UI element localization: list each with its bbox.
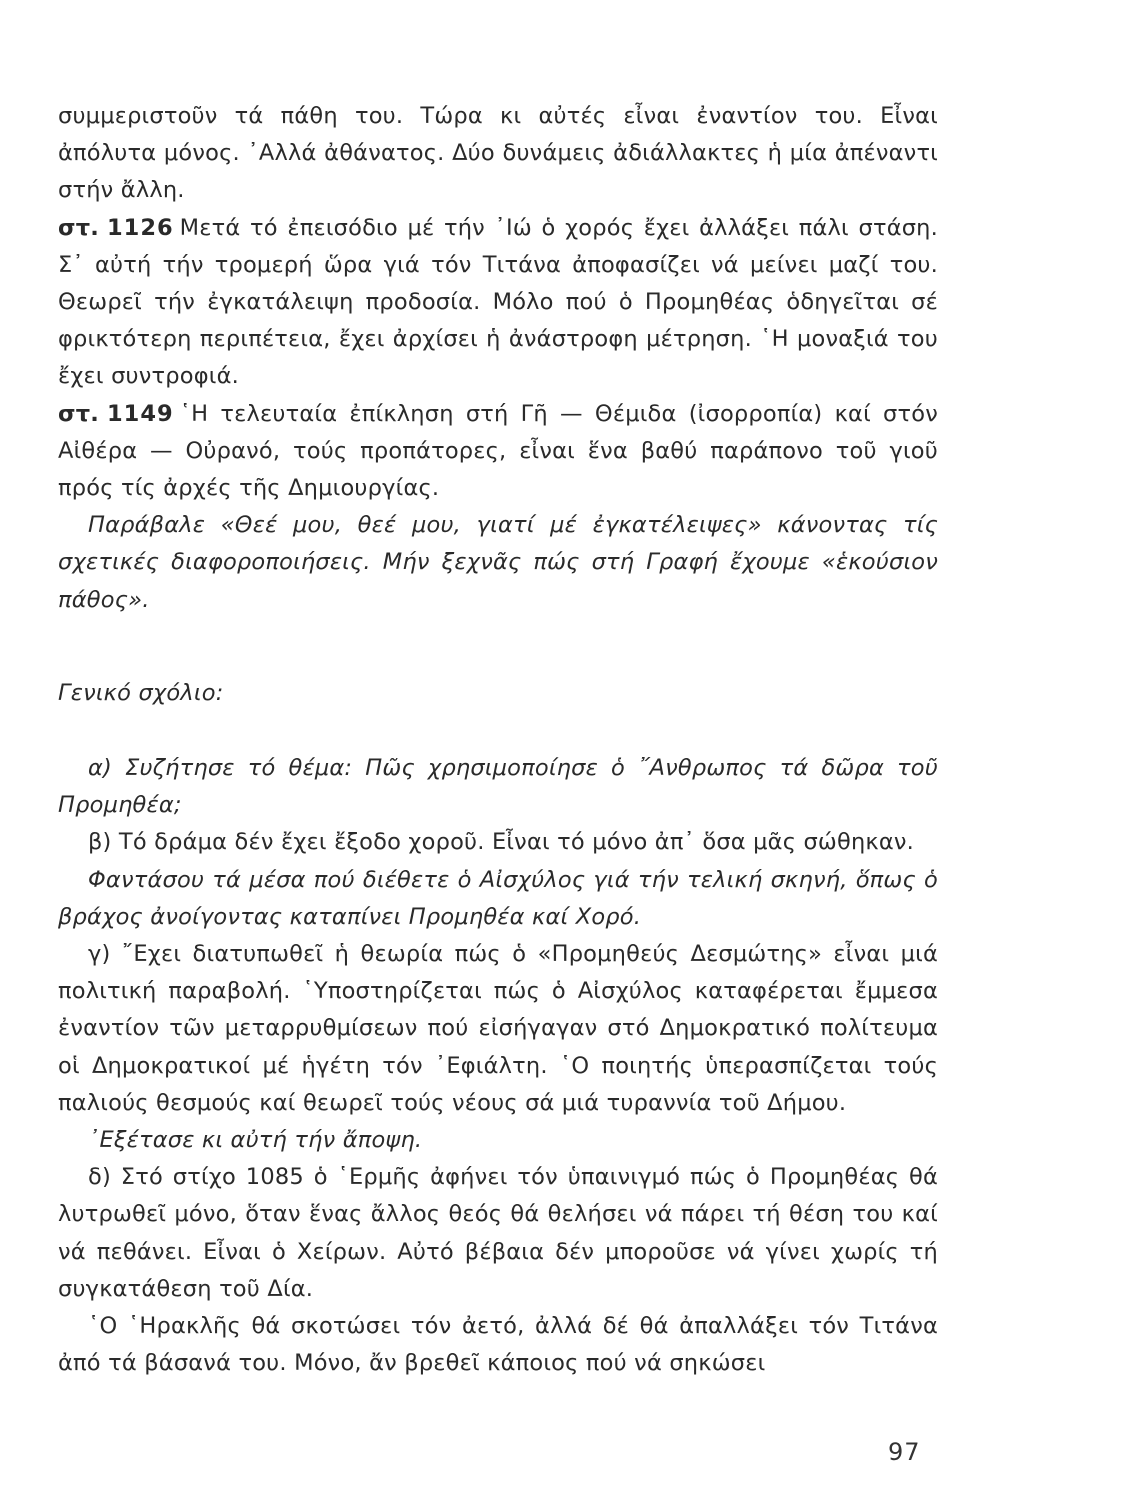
page-number: 97 — [888, 1438, 921, 1466]
page-text — [58, 98, 938, 1383]
question-d-continued: ῾Ο ῾Ηρακλῆς θά σκοτώσει τόν ἀετό, ἀλλά δέ θά ἀπαλλάξει τόν Τιτάνα ἀπό τά βάσανά του. Μόνο, ἄν βρεθεῖ κάποιος πού νά σηκώσει — [58, 1313, 938, 1377]
verse-note-text: Μετά τό ἐπεισόδιο μέ τήν ᾿Ιώ ὁ χορός ἔχει ἀλλάξει πάλι στάση. Σ᾿ αὐτή τήν τρομερή ὥρα γιά τόν Τιτάνα ἀποφασίζει νά μείνει μαζί του. Θεωρεῖ τήν ἐγκατάλειψη προδοσία. Μόλο πού ὁ Προμηθέας ὁδηγεῖται σέ φρικτότερη περιπέτεια, ἔχει ἀρχίσει ἡ ἀνάστροφη μέτρηση. ῾Η μοναξιά του ἔχει συντροφιά. — [58, 214, 938, 390]
verse-note-text: ῾Η τελευταία ἐπίκληση στή Γῆ — Θέμιδα (ἰσορροπία) καί στόν Αἰθέρα — Οὐρανό, τούς προπάτορες, εἶναι ἕνα βαθύ παράπονο τοῦ γιοῦ πρός τίς ἀρχές τῆς Δημιουργίας. — [58, 400, 938, 502]
verse-note-1126 — [58, 210, 938, 396]
paragraph-1: συμμεριστοῦν τά πάθη του. Τώρα κι αὐτές εἶναι ἐναντίον του. Εἶναι ἀπόλυτα μόνος. ᾿Αλλά ἀθάνατος. Δύο δυνάμεις ἀδιάλλακτες ἡ μία ἀπέναντι στήν ἄλλη. — [58, 103, 938, 204]
question-a: α) Συζήτησε τό θέμα: Πῶς χρησιμοποίησε ὁ ῎Ανθρωπος τά δῶρα τοῦ Προμηθέα; — [58, 755, 938, 819]
verse-number: 1149 — [107, 400, 174, 427]
verse-label: στ. — [58, 400, 100, 427]
question-b-italic: Φαντάσου τά μέσα πού διέθετε ὁ Αἰσχύλος γιά τήν τελική σκηνή, ὅπως ὁ βράχος ἀνοίγοντας καταπίνει Προμηθέα καί Χορό. — [58, 866, 938, 930]
general-comment-heading: Γενικό σχόλιο: — [58, 679, 224, 706]
question-c: γ) ῎Εχει διατυπωθεῖ ἡ θεωρία πώς ὁ «Προμηθεύς Δεσμώτης» εἶναι μιά πολιτική παραβολή. ῾Υποστηρίζεται πώς ὁ Αἰσχύλος καταφέρεται ἔμμεσα ἐναντίον τῶν μεταρρυθμίσεων πού εἰσήγαγαν στό Δημοκρατικό πολίτευμα οἱ Δημοκρατικοί μέ ἡγέτη τόν ᾿Εφιάλτη. ῾Ο ποιητής ὑπερασπίζεται τούς παλιούς θεσμούς καί θεωρεῖ τούς νέους σά μιά τυραννία τοῦ Δήμου. — [58, 941, 938, 1116]
question-b: β) Τό δράμα δέν ἔχει ἔξοδο χοροῦ. Εἶναι τό μόνο ἀπ᾿ ὅσα μᾶς σώθηκαν. — [88, 829, 915, 856]
verse-label: στ. — [58, 214, 100, 241]
question-d: δ) Στό στίχο 1085 ὁ ῾Ερμῆς ἀφήνει τόν ὑπαινιγμό πώς ὁ Προμηθέας θά λυτρωθεῖ μόνο, ὅταν ἕνας ἄλλος θεός θά θελήσει νά πάρει τή θέση του καί νά πεθάνει. Εἶναι ὁ Χείρων. Αὐτό βέβαια δέν μποροῦσε νά γίνει χωρίς τή συγκατάθεση τοῦ Δία. — [58, 1164, 938, 1302]
compare-instruction: Παράβαλε «Θεέ μου, θεέ μου, γιατί μέ ἐγκατέλειψες» κάνοντας τίς σχετικές διαφοροποιήσεις. Μήν ξεχνᾶς πώς στή Γραφή ἔχουμε «ἑκούσιον πάθος». — [58, 512, 938, 613]
question-c-italic: ᾿Εξέτασε κι αὐτή τήν ἄποψη. — [88, 1127, 423, 1154]
verse-note-1149 — [58, 396, 938, 508]
verse-number: 1126 — [107, 214, 174, 241]
